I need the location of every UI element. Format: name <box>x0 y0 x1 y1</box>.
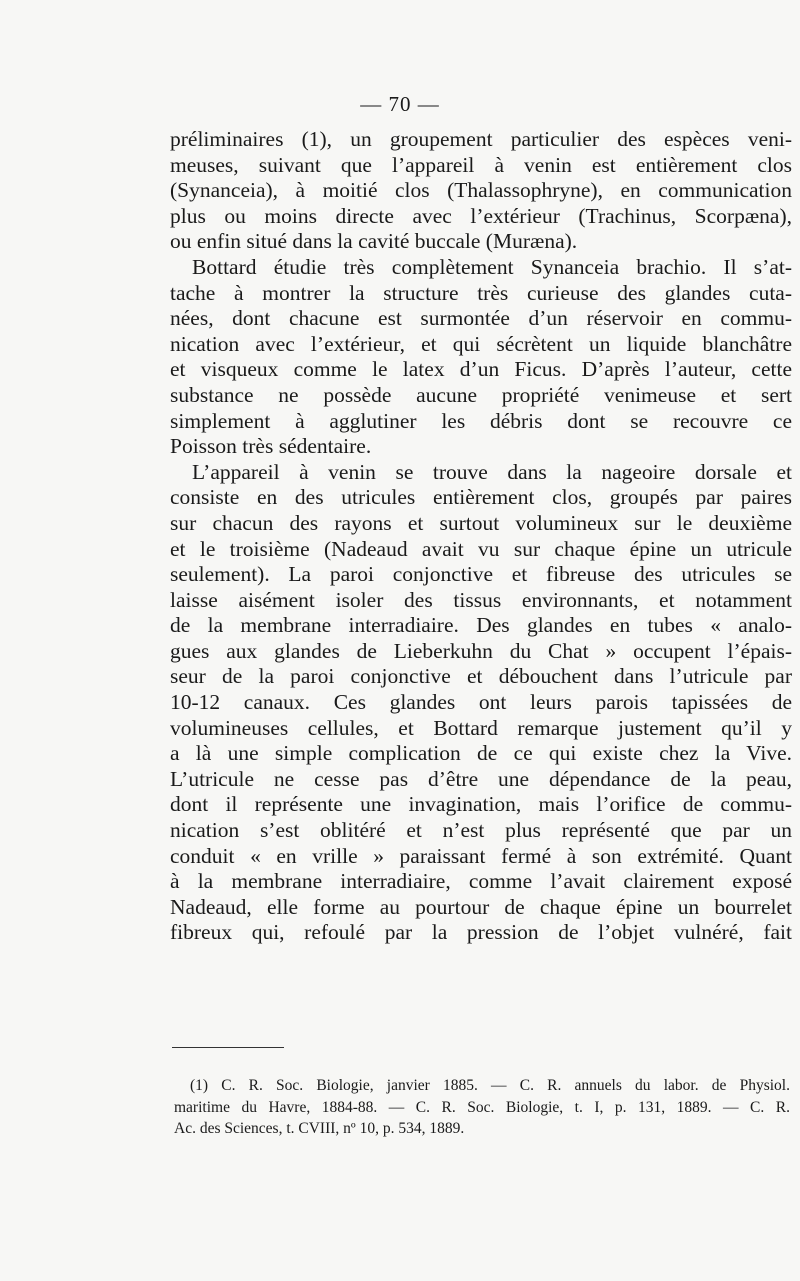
footnote-line: Ac. des Sciences, t. CVIII, nº 10, p. 534, 1889. <box>174 1120 465 1137</box>
text-line: Poisson très sédentaire. <box>170 434 372 459</box>
text-line: substance ne possède aucune propriété venimeuse et sert <box>170 382 792 407</box>
text-line: volumineuses cellules, et Bottard remarque justement qu’il y <box>170 715 792 740</box>
text-line: laisse aisément isoler des tissus environnants, et notamment <box>170 587 792 612</box>
text-line: fibreux qui, refoulé par la pression de l’objet vulnéré, fait <box>170 920 792 945</box>
text-line: consiste en des utricules entièrement clos, groupés par paires <box>170 485 792 510</box>
page-number: — 70 — <box>360 92 440 116</box>
text-line: nication s’est oblitéré et n’est plus représenté que par un <box>170 818 792 843</box>
text-line: conduit « en vrille » paraissant fermé à son extrémité. Quant <box>170 843 792 868</box>
text-line: sur chacun des rayons et surtout volumineux sur le deuxième <box>170 510 792 535</box>
text-line: meuses, suivant que l’appareil à venin est entièrement clos <box>170 152 792 177</box>
text-line: et visqueux comme le latex d’un Ficus. D’après l’auteur, cette <box>170 357 792 382</box>
text-line: à la membrane interradiaire, comme l’avait clairement exposé <box>170 869 792 894</box>
footnote-line: (1) C. R. Soc. Biologie, janvier 1885. — C. R. annuels du labor. de Physiol. <box>190 1077 790 1094</box>
text-line: tache à montrer la structure très curieuse des glandes cuta- <box>170 280 792 305</box>
text-line: L’appareil à venin se trouve dans la nageoire dorsale et <box>192 459 792 484</box>
text-line: nication avec l’extérieur, et qui sécrètent un liquide blanchâtre <box>170 331 792 356</box>
footnote <box>174 1075 790 1140</box>
text-line: seur de la paroi conjonctive et débouchent dans l’utricule par <box>170 664 792 689</box>
text-line: dont il représente une invagination, mais l’orifice de commu- <box>170 792 792 817</box>
text-line: a là une simple complication de ce qui existe chez la Vive. <box>170 741 792 766</box>
text-line: (Synanceia), à moitié clos (Thalassophryne), en communication <box>170 178 792 203</box>
text-line: ou enfin situé dans la cavité buccale (Muræna). <box>170 229 578 254</box>
text-line: préliminaires (1), un groupement particulier des espèces veni- <box>170 127 792 151</box>
body-text <box>170 127 792 946</box>
text-line: et le troisième (Nadeaud avait vu sur chaque épine un utricule <box>170 536 792 561</box>
text-line: nées, dont chacune est surmontée d’un réservoir en commu- <box>170 306 792 331</box>
text-line: seulement). La paroi conjonctive et fibreuse des utricules se <box>170 562 792 587</box>
text-line: Nadeaud, elle forme au pourtour de chaque épine un bourrelet <box>170 894 792 919</box>
footnote-separator <box>172 1047 284 1048</box>
text-line: de la membrane interradiaire. Des glandes en tubes « analo- <box>170 613 792 638</box>
text-line: plus ou moins directe avec l’extérieur (Trachinus, Scorpæna), <box>170 203 792 228</box>
text-line: Bottard étudie très complètement Synanceia brachio. Il s’at- <box>192 254 792 279</box>
text-line: gues aux glandes de Lieberkuhn du Chat » occupent l’épais- <box>170 638 792 663</box>
text-line: simplement à agglutiner les débris dont se recouvre ce <box>170 408 792 433</box>
text-line: L’utricule ne cesse pas d’être une dépendance de la peau, <box>170 766 792 791</box>
text-line: 10-12 canaux. Ces glandes ont leurs parois tapissées de <box>170 690 792 715</box>
footnote-line: maritime du Havre, 1884-88. — C. R. Soc. Biologie, t. I, p. 131, 1889. — C. R. <box>174 1098 790 1116</box>
